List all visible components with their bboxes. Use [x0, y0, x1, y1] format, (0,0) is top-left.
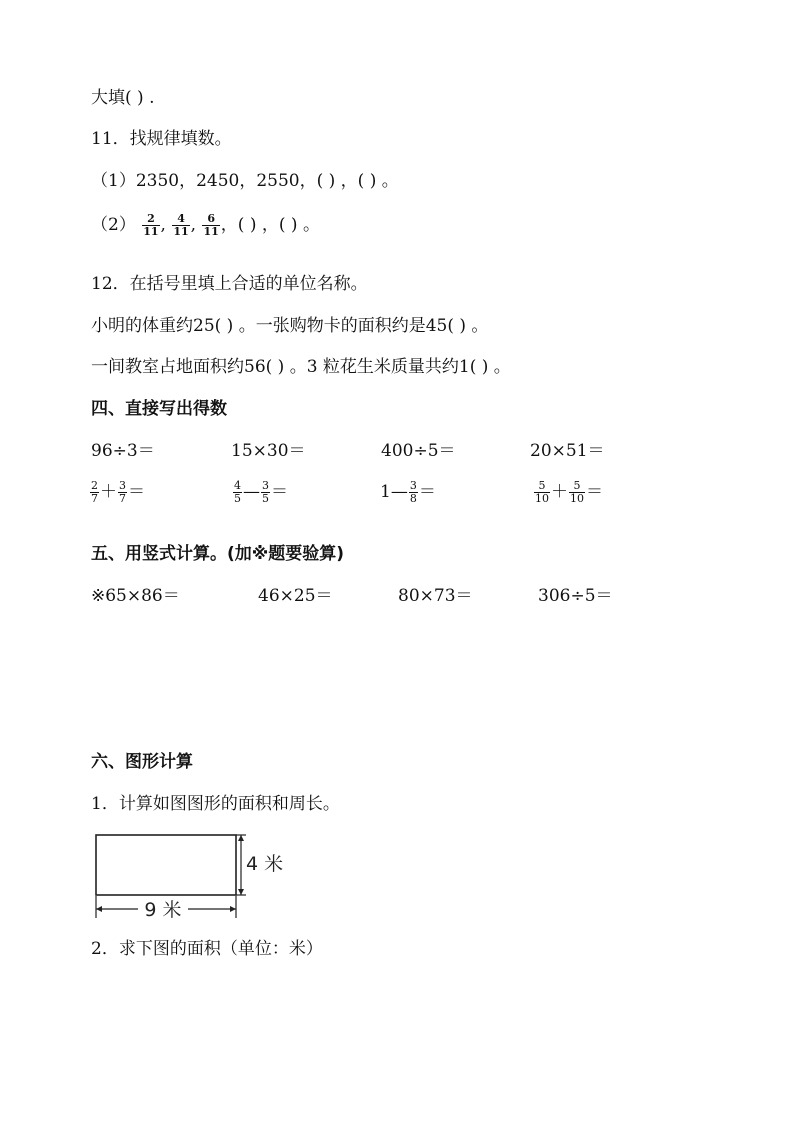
section-6-heading: 六、图形计算	[91, 752, 193, 772]
rectangle-shape	[96, 835, 236, 895]
q12-line-b: 一间教室占地面积约56( ) 。3 粒花生米质量共约1( ) 。	[91, 357, 511, 377]
q11-part1: （1）2350，2450，2550，( ) ，( ) 。	[91, 171, 399, 191]
fraction-calc-item: $\frac{5}{10}$ ＋ $\frac{5}{10}$ ＝	[535, 479, 603, 505]
q11-part2-suffix: ，( ) ，( ) 。	[220, 215, 320, 235]
q12-title: 12．在括号里填上合适的单位名称。	[91, 274, 368, 294]
calc-item: 20×51＝	[530, 441, 605, 461]
q6-2-text: 2．求下图的面积（单位：米）	[91, 939, 323, 959]
rectangle-figure	[88, 830, 284, 922]
q6-1-text: 1．计算如图图形的面积和周长。	[91, 794, 340, 814]
vertical-calc-item: 306÷5＝	[538, 586, 613, 606]
q11-title: 11．找规律填数。	[91, 129, 232, 149]
fraction-calc-item: $\frac{4}{5}$ — $\frac{3}{5}$ ＝	[234, 479, 288, 505]
fraction-1: $\frac{2}{11}$	[143, 212, 159, 238]
q11-part2: （2） $\frac{2}{11}$ , $\frac{4}{11}$ , $\frac{6}{11}$ ，( ) ，( ) 。	[91, 212, 320, 238]
width-label: 9 米	[144, 899, 182, 921]
q11-part2-prefix: （2）	[91, 215, 136, 235]
calc-item: 96÷3＝	[91, 441, 155, 461]
vertical-calc-item: ※65×86＝	[91, 586, 180, 606]
section-5-heading: 五、用竖式计算。(加※题要验算)	[91, 544, 345, 564]
vertical-calc-item: 46×25＝	[258, 586, 333, 606]
calc-item: 15×30＝	[231, 441, 306, 461]
height-label: 4 米	[246, 853, 284, 875]
fraction-calc-item: $\frac{2}{7}$ ＋ $\frac{3}{7}$ ＝	[91, 479, 145, 505]
section-4-heading: 四、直接写出得数	[91, 399, 227, 419]
vertical-calc-item: 80×73＝	[398, 586, 473, 606]
q12-line-a: 小明的体重约25( ) 。一张购物卡的面积约是45( ) 。	[91, 316, 489, 336]
fraction-2: $\frac{4}{11}$	[173, 212, 189, 238]
text-line-1: 大填( ) .	[91, 88, 155, 108]
fraction-3: $\frac{6}{11}$	[203, 212, 219, 238]
fraction-calc-item: 1— $\frac{3}{8}$ ＝	[380, 479, 436, 505]
calc-item: 400÷5＝	[381, 441, 456, 461]
